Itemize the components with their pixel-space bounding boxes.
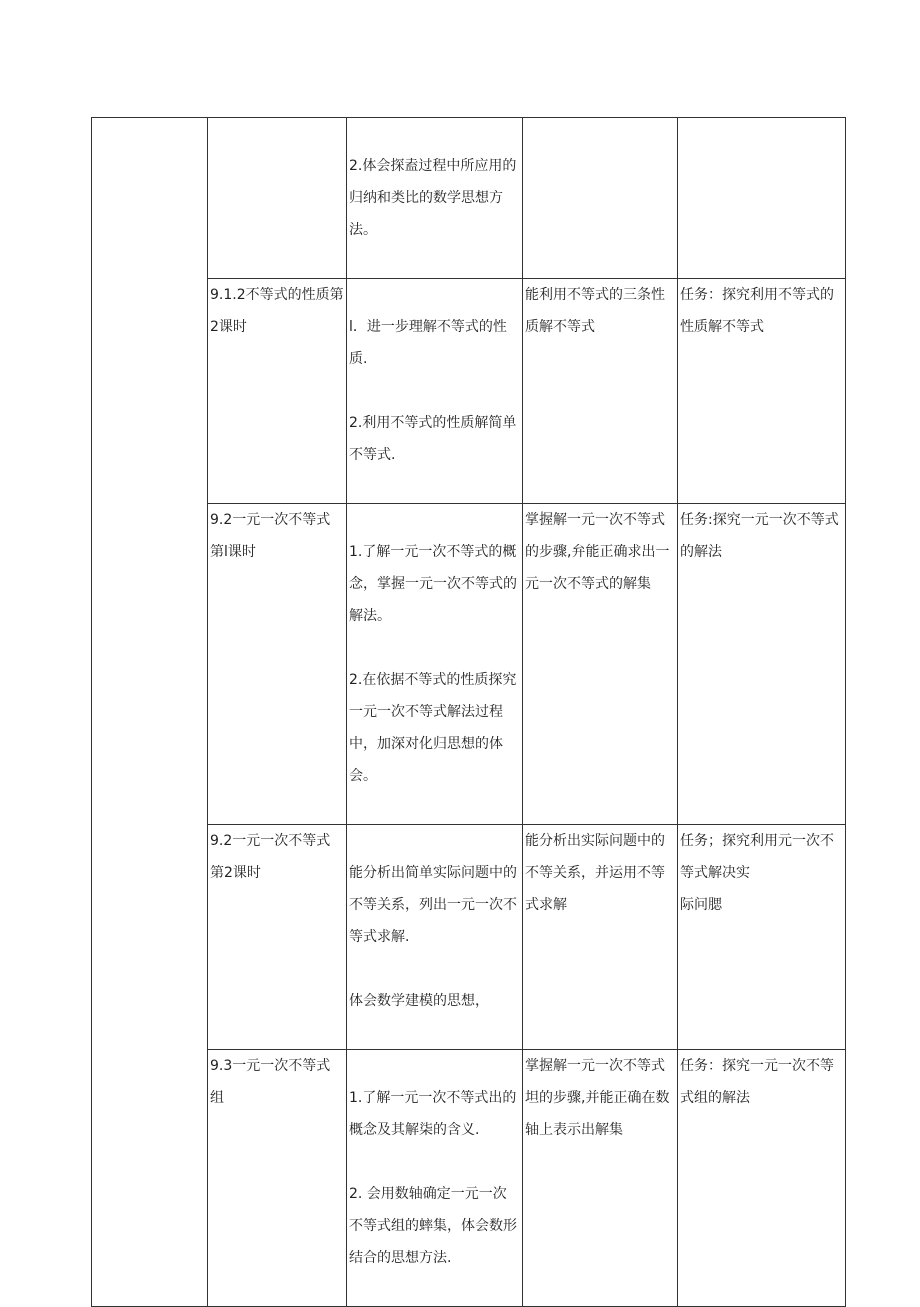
goal-item: 2.体会探盍过程中所应用的归纳和类比的数学思想方法。 <box>349 158 517 238</box>
goal-item: 体会数学建模的思想， <box>349 993 489 1009</box>
goal-item: 2.利用不等式的性质解简单不等式. <box>349 415 517 463</box>
lesson-cell: 9.2一元一次不等式第l课时 <box>208 504 347 825</box>
ability-cell <box>523 118 678 279</box>
goals-cell <box>347 279 523 504</box>
merged-unit-cell <box>92 118 208 1307</box>
task-cell: 任务：探究利用不等式的性质解不等式 <box>678 279 846 504</box>
ability-cell: 能利用不等式的三条性质解不等式 <box>523 279 678 504</box>
goals-cell <box>347 118 523 279</box>
ability-cell: 掌握解一元一次不等式坦的步骤,并能正确在数轴上表示出解集 <box>523 1050 678 1307</box>
goal-item: l．进一步理解不等式的性质. <box>349 319 507 367</box>
goal-item: 1.了解一元一次不等式的概念，掌握一元一次不等式的解法。 <box>349 544 517 624</box>
ability-cell: 能分析出实际问题中的不等关系，并运用不等式求解 <box>523 825 678 1050</box>
goal-item: 能分析出简单实际问题中的不等关系，列出一元一次不等式求解. <box>349 865 517 945</box>
goals-cell <box>347 825 523 1050</box>
lesson-cell: 9.2一元一次不等式第2课时 <box>208 825 347 1050</box>
lesson-cell: 9.1.2不等式的性质第2课时 <box>208 279 347 504</box>
goal-item: 2.在依据不等式的性质探究一元一次不等式解法过程中，加深对化归思想的体会。 <box>349 672 517 784</box>
ability-cell: 掌握解一元一次不等式的步骤,弁能正确求出一元一次不等式的解集 <box>523 504 678 825</box>
task-cell <box>678 118 846 279</box>
goal-item: 2. 会用数轴确定一元一次不等式组的蟀集，体会数形结合的思想方法. <box>349 1186 517 1266</box>
task-cell: 任务；探究利用元一次不等式解决实 际问腮 <box>678 825 846 1050</box>
table-row <box>92 118 846 279</box>
goal-item: 1.了解一元一次不等式出的概念及其解柒的含义. <box>349 1090 517 1138</box>
goals-cell <box>347 1050 523 1307</box>
lesson-cell: 9.3一元一次不等式组 <box>208 1050 347 1307</box>
task-cell: 任务：探究一元一次不等式组的解法 <box>678 1050 846 1307</box>
lesson-plan-table <box>91 117 846 1307</box>
goals-cell <box>347 504 523 825</box>
task-cell: 任务:探究一元一次不等式的解法 <box>678 504 846 825</box>
lesson-cell <box>208 118 347 279</box>
